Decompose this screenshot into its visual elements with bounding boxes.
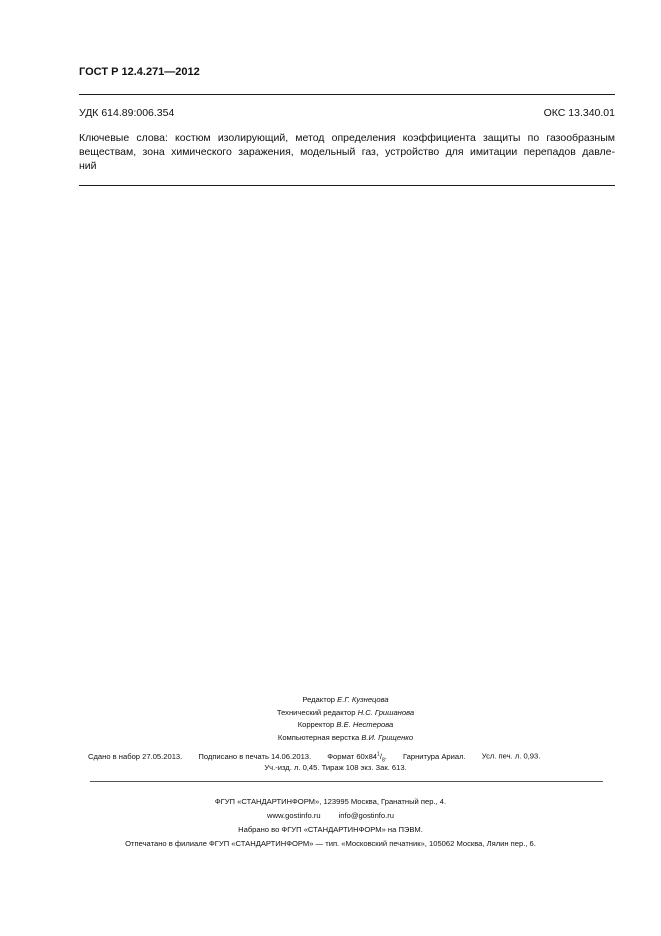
printed-note: Отпечатано в филиале ФГУП «СТАНДАРТИНФОРМ» — тип. «Московский печатник», 105062 Москва, Лялин пер., 6. bbox=[125, 839, 536, 848]
keywords-line: веществам, зона химического заражения, модельный газ, устройство для имитации перепадов давле- bbox=[79, 146, 615, 158]
paper-format: Формат $60х84^1/_8$. bbox=[327, 751, 387, 764]
publisher-email[interactable]: info@gostinfo.ru bbox=[338, 811, 395, 820]
credits-block bbox=[0, 694, 661, 744]
tech-editor-credit bbox=[0, 707, 661, 720]
document-code: ГОСТ Р 12.4.271—2012 bbox=[79, 66, 200, 78]
keywords-line: ний bbox=[79, 160, 97, 172]
tech-editor-name: Н.С. Гришанова bbox=[357, 707, 415, 717]
submitted-date: Сдано в набор 27.05.2013. bbox=[88, 751, 183, 761]
publisher-address: ФГУП «СТАНДАРТИНФОРМ», 123995 Москва, Гранатный пер., 4. bbox=[214, 797, 447, 806]
layout-name: В.И. Грищенко bbox=[361, 732, 414, 742]
format-sup: 1 bbox=[377, 751, 380, 757]
format-sub: 8 bbox=[381, 757, 385, 764]
keywords-line: Ключевые слова: костюм изолирующий, метод определения коэффициента защиты по газообразным bbox=[79, 132, 615, 144]
publisher-divider bbox=[90, 781, 603, 782]
corrector-credit bbox=[0, 719, 661, 732]
typeface: Гарнитура Ариал. bbox=[402, 751, 466, 761]
keywords-paragraph bbox=[79, 131, 615, 173]
tech-editor-role: Технический редактор bbox=[276, 707, 356, 717]
print-sheets: Усл. печ. л. 0,93. bbox=[481, 751, 541, 761]
publisher-website[interactable]: www.gostinfo.ru bbox=[266, 811, 321, 820]
format-suffix: . bbox=[384, 751, 387, 761]
format-prefix: Формат 60х84 bbox=[327, 751, 378, 761]
publisher-block bbox=[0, 795, 661, 851]
keywords-divider bbox=[79, 185, 615, 186]
typeset-note: Набрано во ФГУП «СТАНДАРТИНФОРМ» на ПЭВМ. bbox=[238, 825, 423, 834]
layout-credit bbox=[0, 732, 661, 745]
header-divider bbox=[79, 94, 615, 95]
editor-role: Редактор bbox=[302, 695, 336, 704]
print-info-line bbox=[88, 751, 540, 763]
editor-name: Е.Г. Кузнецова bbox=[337, 695, 389, 704]
print-run-line: Уч.-изд. л. 0,45. Тираж 108 экз. Зак. 613. bbox=[264, 763, 407, 772]
udk-code: УДК 614.89:006.354 bbox=[79, 107, 175, 119]
signed-date: Подписано в печать 14.06.2013. bbox=[198, 751, 312, 761]
oks-code: ОКС 13.340.01 bbox=[543, 107, 615, 119]
editor-credit bbox=[0, 694, 661, 707]
layout-role: Компьютерная верстка bbox=[277, 732, 360, 742]
corrector-name: В.Е. Нестерова bbox=[336, 720, 394, 729]
publisher-contacts bbox=[0, 809, 661, 823]
corrector-role: Корректор bbox=[297, 720, 335, 729]
